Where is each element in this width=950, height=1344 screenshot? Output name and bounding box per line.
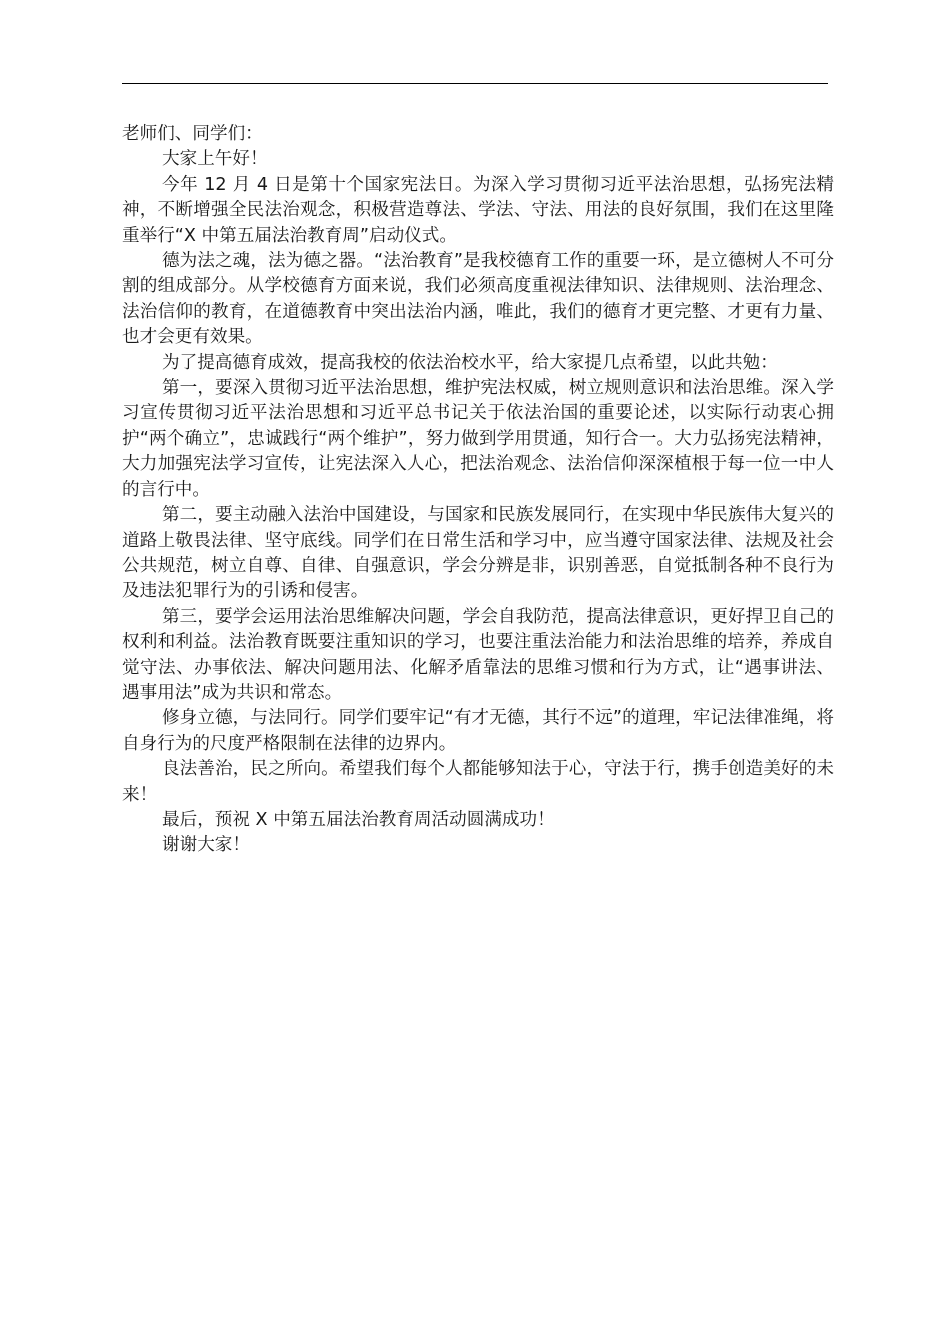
greeting: 老师们、同学们：	[122, 124, 263, 144]
paragraph-point-three: 第三，要学会运用法治思维解决问题，学会自我防范，提高法律意识，更好捍卫自己的权利和利益。法治教育既要注重知识的学习，也要注重法治能力和法治思维的培养，养成自觉守法、办事依法、解决问题用法、化解矛盾靠法的思维习惯和行为方式，让“遇事讲法、遇事用法”成为共识和常态。	[122, 606, 834, 703]
paragraph-thanks: 谢谢大家！	[162, 835, 250, 856]
paragraph-moral-education: 德为法之魂，法为德之器。“法治教育”是我校德育工作的重要一环，是立德树人不可分割的组成部分。从学校德育方面来说，我们必须高度重视法律知识、法律规则、法治理念、法治信仰的教育，在道德教育中突出法治内涵，唯此，我们的德育才更完整、才更有力量、也才会更有效果。	[122, 251, 834, 348]
paragraph-constitution-day: 今年 12 月 4 日是第十个国家宪法日。为深入学习贯彻习近平法治思想，弘扬宪法精神，不断增强全民法治观念，积极营造尊法、学法、守法、用法的良好氛围，我们在这里隆重举行“X 中第五届法治教育周”启动仪式。	[122, 174, 834, 246]
speech-body	[122, 122, 834, 859]
paragraph-point-two: 第二，要主动融入法治中国建设，与国家和民族发展同行，在实现中华民族伟大复兴的道路上敬畏法律、坚守底线。同学们在日常生活和学习中，应当遵守国家法律、法规及社会公共规范，树立自尊、自律、自强意识，学会分辨是非，识别善恶，自觉抵制各种不良行为及违法犯罪行为的引诱和侵害。	[122, 505, 834, 602]
paragraph-self-cultivation: 修身立德，与法同行。同学们要牢记“有才无德，其行不远”的道理，牢记法律准绳，将自身行为的尺度严格限制在法律的边界内。	[122, 708, 834, 754]
paragraph-hopes-intro: 为了提高德育成效，提高我校的依法治校水平，给大家提几点希望，以此共勉：	[162, 352, 778, 373]
paragraph-good-law: 良法善治，民之所向。希望我们每个人都能够知法于心，守法于行，携手创造美好的未来！	[122, 759, 834, 805]
header-rule	[122, 83, 828, 84]
paragraph-wishes: 最后，预祝 X 中第五届法治教育周活动圆满成功！	[162, 809, 555, 830]
paragraph-opening: 大家上午好！	[162, 149, 268, 170]
paragraph-point-one: 第一，要深入贯彻习近平法治思想，维护宪法权威，树立规则意识和法治思维。深入学习宣传贯彻习近平法治思想和习近平总书记关于依法治国的重要论述，以实际行动衷心拥护“两个确立”，忠诚践行“两个维护”，努力做到学用贯通，知行合一。大力弘扬宪法精神，大力加强宪法学习宣传，让宪法深入人心，把法治观念、法治信仰深深植根于每一位一中人的言行中。	[122, 378, 834, 500]
